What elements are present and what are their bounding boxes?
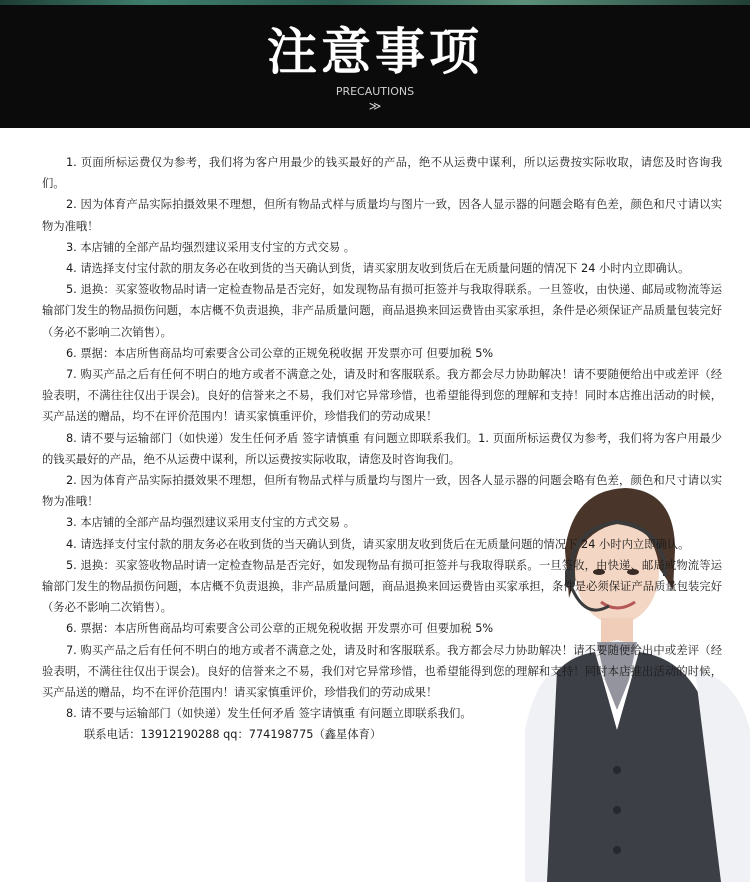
list-item: 5. 退换：买家签收物品时请一定检查物品是否完好，如发现物品有损可拒签并与我取得联系。一旦签收，由快递、邮局或物流等运输部门发生的物品损伤问题，本店概不负责退换，非产品质量问题，商品退换来回运费皆由买家承担，条件是必须保证产品质量包装完好（务必不影响二次销售）。 bbox=[42, 283, 722, 339]
list-item: 6. 票据：本店所售商品均可索要含公司公章的正规免税收据 开发票亦可 但要加税 5% bbox=[66, 622, 494, 636]
list-item: 3. 本店铺的全部产品均强烈建议采用支付宝的方式交易 。 bbox=[66, 516, 356, 530]
list-item: 4. 请选择支付宝付款的朋友务必在收到货的当天确认到货，请买家朋友收到货后在无质量问题的情况下 24 小时内立即确认。 bbox=[66, 537, 690, 551]
precautions-list bbox=[42, 152, 722, 746]
decorative-top-strip bbox=[0, 0, 750, 5]
list-item: 2. 因为体育产品实际拍摄效果不理想，但所有物品式样与质量均与图片一致，因各人显示器的问题会略有色差，颜色和尺寸请以实物为准哦！ bbox=[42, 198, 722, 233]
list-item: 7. 购买产品之后有任何不明白的地方或者不满意之处，请及时和客服联系。我方都会尽力协助解决！请不要随便给出中或差评（经验表明，不满往往仅出于误会)。良好的信誉来之不易，我们对它异常珍惜，也希望能得到您的理解和支持！同时本店推出活动的时候，买产品送的赠品，均不在评价范围内！请买家慎重评价，珍惜我们的劳动成果！ bbox=[42, 643, 722, 700]
list-item: 7. 购买产品之后有任何不明白的地方或者不满意之处，请及时和客服联系。我方都会尽力协助解决！请不要随便给出中或差评（经验表明，不满往往仅出于误会)。良好的信誉来之不易，我们对它异常珍惜，也希望能得到您的理解和支持！同时本店推出活动的时候，买产品送的赠品，均不在评价范围内！请买家慎重评价，珍惜我们的劳动成果！ bbox=[42, 368, 722, 424]
list-item: 5. 退换：买家签收物品时请一定检查物品是否完好，如发现物品有损可拒签并与我取得联系。一旦签收，由快递、邮局或物流等运输部门发生的物品损伤问题，本店概不负责退换，非产品质量问题，商品退换来回运费皆由买家承担，条件是必须保证产品质量包装完好（务必不影响二次销售）。 bbox=[42, 558, 722, 615]
chevron-down-icon: ≫ bbox=[368, 99, 382, 113]
page-title: 注意事项 bbox=[267, 23, 483, 81]
header-banner bbox=[0, 0, 750, 128]
list-item: 2. 因为体育产品实际拍摄效果不理想，但所有物品式样与质量均与图片一致，因各人显示器的问题会略有色差，颜色和尺寸请以实物为准哦！ bbox=[42, 474, 722, 509]
contact-info: 联系电话：13912190288 qq：774198775（鑫星体育） bbox=[84, 728, 382, 742]
list-item: 8. 请不要与运输部门（如快递）发生任何矛盾 签字请慎重 有问题立即联系我们。1. 页面所标运费仅为参考，我们将为客户用最少的钱买最好的产品，绝不从运费中谋利，所以运费按实际收取，请您及时咨询我们。 bbox=[42, 431, 722, 466]
list-item: 6. 票据：本店所售商品均可索要含公司公章的正规免税收据 开发票亦可 但要加税 5% bbox=[66, 346, 494, 360]
page-subtitle: PRECAUTIONS bbox=[335, 85, 415, 98]
list-item: 3. 本店铺的全部产品均强烈建议采用支付宝的方式交易 。 bbox=[66, 240, 356, 254]
list-item: 8. 请不要与运输部门（如快递）发生任何矛盾 签字请慎重 有问题立即联系我们。 bbox=[66, 707, 472, 721]
list-item: 4. 请选择支付宝付款的朋友务必在收到货的当天确认到货，请买家朋友收到货后在无质量问题的情况下 24 小时内立即确认。 bbox=[66, 262, 690, 276]
list-item: 1. 页面所标运费仅为参考，我们将为客户用最少的钱买最好的产品，绝不从运费中谋利，所以运费按实际收取，请您及时咨询我们。 bbox=[42, 156, 722, 191]
